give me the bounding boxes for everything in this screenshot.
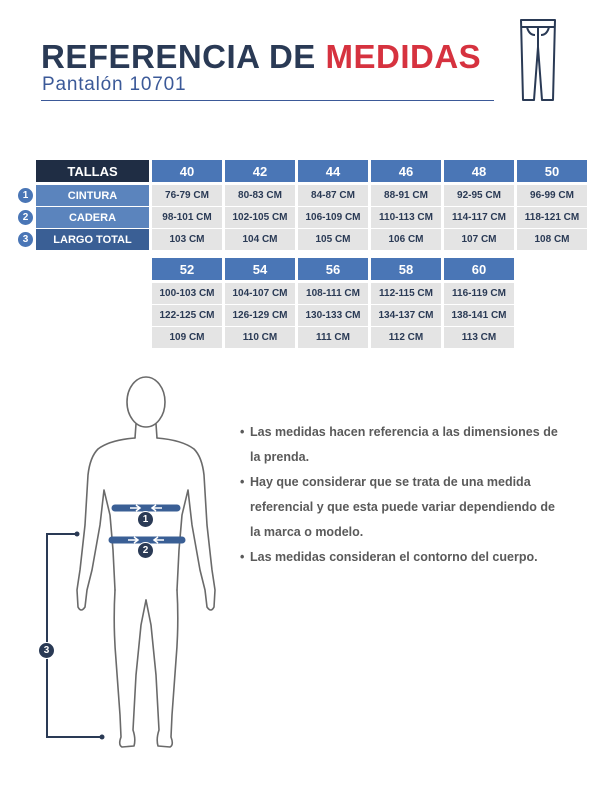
size-value-cell: 84-87 CM [298, 185, 368, 206]
size-header-40: 40 [152, 160, 222, 182]
size-value-cell: 108 CM [517, 229, 587, 250]
row-label-largo-total: LARGO TOTAL [36, 229, 149, 250]
note-item: • Las medidas hacen referencia a las dimensiones de la prenda. [240, 425, 558, 464]
pants-icon [518, 17, 558, 103]
size-value-cell: 109 CM [152, 327, 222, 348]
size-value-cell: 105 CM [298, 229, 368, 250]
row-label-cintura: CINTURA [36, 185, 149, 206]
size-value-cell: 112-115 CM [371, 283, 441, 304]
size-value-cell: 106 CM [371, 229, 441, 250]
size-header-50: 50 [517, 160, 587, 182]
size-value-cell: 106-109 CM [298, 207, 368, 228]
size-value-cell: 98-101 CM [152, 207, 222, 228]
page-subtitle: Pantalón 10701 [42, 74, 187, 95]
size-value-cell: 96-99 CM [517, 185, 587, 206]
size-value-cell: 126-129 CM [225, 305, 295, 326]
title-divider [41, 100, 494, 101]
size-value-cell: 130-133 CM [298, 305, 368, 326]
title-accent: MEDIDAS [325, 38, 482, 75]
size-value-cell: 134-137 CM [371, 305, 441, 326]
size-value-cell: 114-117 CM [444, 207, 514, 228]
size-value-cell: 112 CM [371, 327, 441, 348]
size-value-cell: 122-125 CM [152, 305, 222, 326]
note-text: Las medidas consideran el contorno del cuerpo. [250, 550, 538, 564]
marker-1: 1 [137, 511, 154, 528]
size-value-cell: 108-111 CM [298, 283, 368, 304]
size-value-cell: 88-91 CM [371, 185, 441, 206]
size-header-48: 48 [444, 160, 514, 182]
size-value-cell: 111 CM [298, 327, 368, 348]
size-value-cell: 118-121 CM [517, 207, 587, 228]
note-text: Hay que considerar que se trata de una medida referencial y que esta puede variar dependiendo de la marca o modelo. [250, 475, 555, 539]
size-header-54: 54 [225, 258, 295, 280]
row-number-2: 2 [17, 209, 34, 226]
size-value-cell: 104 CM [225, 229, 295, 250]
size-header-44: 44 [298, 160, 368, 182]
row-number-1: 1 [17, 187, 34, 204]
size-value-cell: 76-79 CM [152, 185, 222, 206]
note-text: Las medidas hacen referencia a las dimensiones de la prenda. [250, 425, 558, 464]
size-value-cell: 100-103 CM [152, 283, 222, 304]
size-header-60: 60 [444, 258, 514, 280]
size-value-cell: 102-105 CM [225, 207, 295, 228]
size-header-42: 42 [225, 160, 295, 182]
size-value-cell: 80-83 CM [225, 185, 295, 206]
page-title [41, 38, 481, 76]
row-label-cadera: CADERA [36, 207, 149, 228]
size-value-cell: 107 CM [444, 229, 514, 250]
note-item: • Las medidas consideran el contorno del cuerpo. [240, 550, 538, 564]
body-figure [30, 375, 230, 775]
size-value-cell: 104-107 CM [225, 283, 295, 304]
size-value-cell: 113 CM [444, 327, 514, 348]
notes-list [240, 420, 560, 570]
title-main: REFERENCIA DE [41, 38, 326, 75]
row-number-3: 3 [17, 231, 34, 248]
size-value-cell: 116-119 CM [444, 283, 514, 304]
size-value-cell: 110 CM [225, 327, 295, 348]
size-value-cell: 103 CM [152, 229, 222, 250]
size-header-46: 46 [371, 160, 441, 182]
marker-3: 3 [38, 642, 55, 659]
size-value-cell: 110-113 CM [371, 207, 441, 228]
size-header-58: 58 [371, 258, 441, 280]
size-header-52: 52 [152, 258, 222, 280]
size-header-56: 56 [298, 258, 368, 280]
tallas-header: TALLAS [36, 160, 149, 182]
note-item: • Hay que considerar que se trata de una medida referencial y que esta puede variar dependiendo de la marca o modelo. [240, 475, 555, 539]
size-value-cell: 92-95 CM [444, 185, 514, 206]
marker-2: 2 [137, 542, 154, 559]
size-value-cell: 138-141 CM [444, 305, 514, 326]
